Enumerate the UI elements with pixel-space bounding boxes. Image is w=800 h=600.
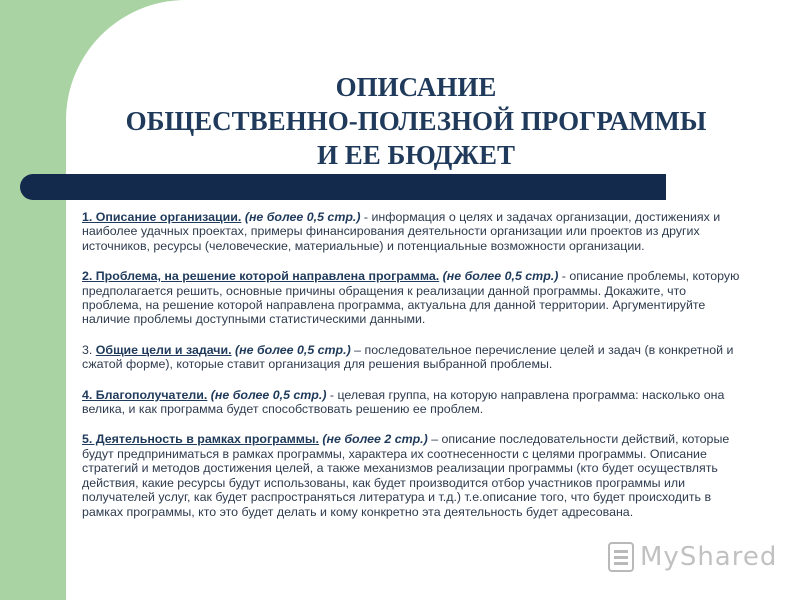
title-line-1: ОПИСАНИЕ — [335, 72, 497, 102]
item-length-note: (не более 0,5 стр.) — [442, 269, 559, 284]
list-item — [82, 210, 747, 253]
watermark — [608, 540, 777, 574]
title-line-2: ОБЩЕСТВЕННО-ПОЛЕЗНОЙ ПРОГРАММЫ — [125, 106, 707, 136]
title-divider-bar — [20, 174, 666, 200]
watermark-text: MyShared — [640, 542, 778, 572]
item-prefix: 3. — [82, 342, 96, 357]
slide-body — [82, 210, 747, 535]
list-item — [82, 269, 747, 327]
item-length-note: (не более 0,5 стр.) — [210, 387, 327, 402]
item-length-note: (не более 0,5 стр.) — [244, 210, 361, 224]
item-text: – последовательное перечисление целей и задач (в конкретной и сжатой форме), которые ставит организация для решения выбранной проблемы. — [82, 342, 734, 372]
list-item — [82, 388, 747, 417]
item-heading: 4. Благополучатели. — [82, 387, 208, 402]
slide-title — [66, 70, 766, 172]
item-heading: 2. Проблема, на решение которой направлена программа. — [82, 269, 440, 284]
item-text: - описание проблемы, которую предполагается решить, основные причины обращения к реализации данной программы. Докажите, что проблема, на решение которой направлена программа, актуальна для данной территории. Аргументируйте наличие проблемы доступными статистическими данными. — [82, 269, 740, 327]
item-heading: Общие цели и задачи. — [95, 342, 232, 357]
presentation-icon — [608, 542, 634, 572]
item-text: - целевая группа, на которую направлена программа: насколько она велика, и как программа будет способствовать решению ее проблем. — [82, 387, 725, 417]
list-item — [82, 432, 747, 518]
title-line-3: И ЕЕ БЮДЖЕТ — [316, 140, 516, 170]
item-heading: 5. Деятельность в рамках программы. — [82, 432, 319, 447]
item-text: - информация о целях и задачах организации, достижениях и наиболее удачных проектах, примеры финансирования деятельности организации или проектов из других источников, ресурсы (человеческие, материальные) и потенциальные возможности организации. — [82, 210, 721, 253]
list-item — [82, 343, 747, 372]
item-length-note: (не более 0,5 стр.) — [235, 342, 351, 357]
item-text: – описание последовательности действий, которые будут предприниматься в рамках программы, характера их соотнесенности с целями программы. Описание стратегий и методов достижения целей, а также механизмов реализации программы (кто будет осуществлять действия, какие ресурсы будут использованы, как будет производится отбор участников программы или получателей услуг, как будет распространяться литература и т.д.) т.е.описание того, что будет происходить в рамках программы, кто это будет делать и кому конкретно эта деятельность будет адресована. — [82, 432, 730, 519]
item-heading: 1. Описание организации. — [82, 210, 242, 224]
item-length-note: (не более 2 стр.) — [322, 432, 428, 447]
